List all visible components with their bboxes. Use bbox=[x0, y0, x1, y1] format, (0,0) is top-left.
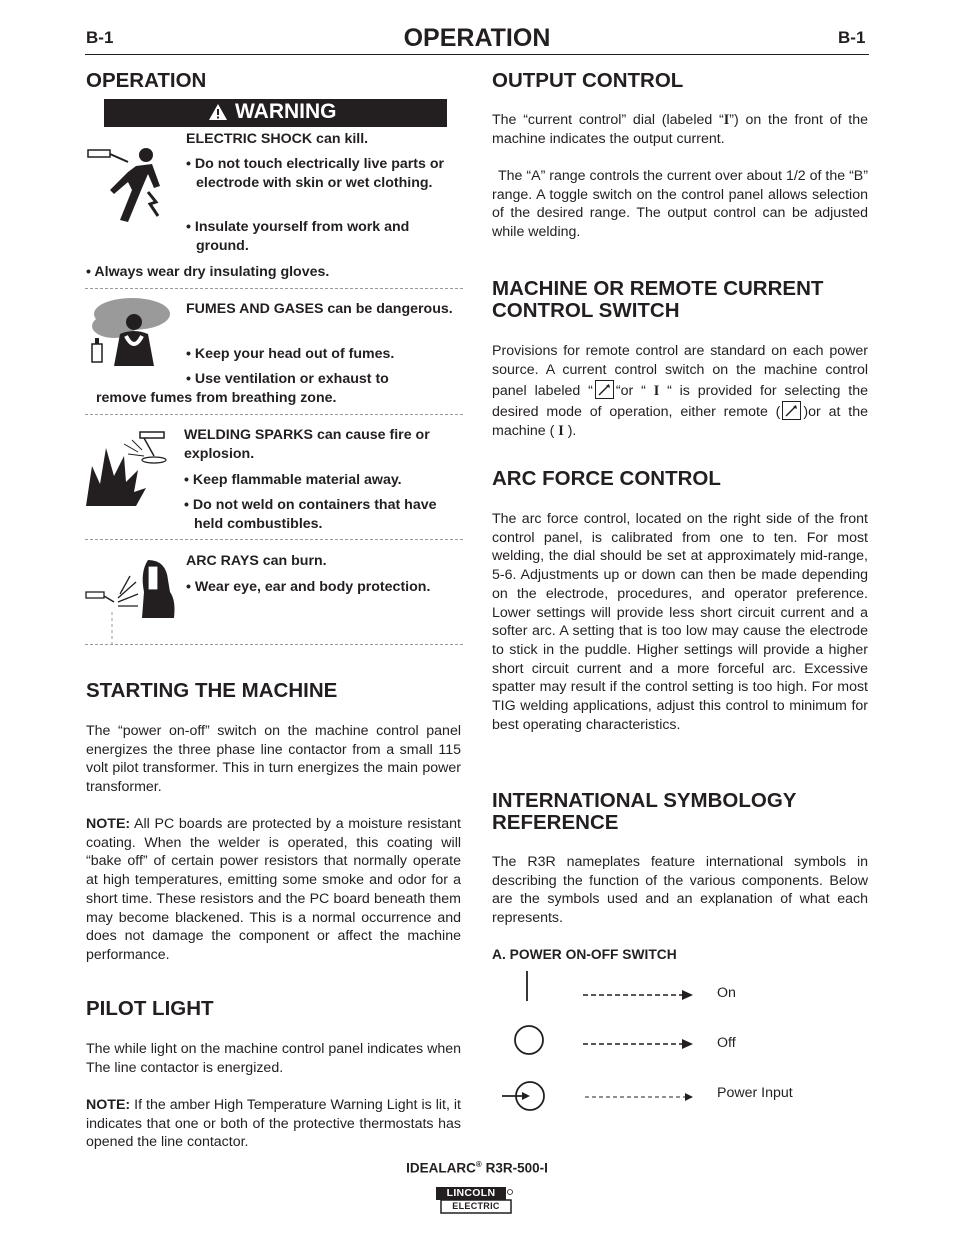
footer-model-name bbox=[0, 1160, 954, 1176]
warning-label: WARNING bbox=[235, 100, 337, 123]
power-switch-subheading: A. POWER ON-OFF SWITCH bbox=[492, 947, 677, 962]
arc-force-heading: ARC FORCE CONTROL bbox=[492, 467, 721, 490]
starting-note-text: All PC boards are protected by a moisture resistant coating. When the welder is operated, this coating will “bake off” of certain power resistors that normally operate at high temperatures, emitting some smoke and odor for a short time. These resistors and the PC board beneath them may become blackened. This is a normal occurrence and does not damage the component or affect the machine performance. bbox=[86, 816, 461, 963]
output-heading: OUTPUT CONTROL bbox=[492, 69, 684, 92]
header-rule bbox=[85, 54, 869, 55]
power-symbols-diagram bbox=[500, 965, 700, 1115]
logo-text-bottom: ELECTRIC bbox=[452, 1201, 500, 1211]
remote-text: Provisions for remote control are standard on each power source. A current control switch on the machine control panel labeled “ bbox=[492, 343, 868, 399]
remote-paragraph bbox=[492, 342, 868, 441]
off-label: Off bbox=[717, 1035, 736, 1051]
electric-shock-bullet-1: • Do not touch electrically live parts or electrode with skin or wet clothing. bbox=[186, 156, 445, 191]
remote-text: “or “ bbox=[615, 382, 654, 399]
remote-symbol-icon bbox=[782, 401, 801, 420]
dashed-arrow bbox=[583, 1039, 693, 1049]
local-symbol: I bbox=[558, 422, 564, 439]
sparks-bullet-1: • Keep flammable material away. bbox=[184, 472, 402, 488]
pilot-paragraph: The while light on the machine control panel indicates when The line contactor is energized. bbox=[86, 1041, 461, 1076]
welding-sparks-icon bbox=[84, 426, 174, 508]
electric-shock-bullet-2: • Insulate yourself from work and ground. bbox=[186, 219, 410, 254]
sparks-bullet-2: • Do not weld on containers that have held combustibles. bbox=[184, 497, 437, 532]
output-paragraph-2: The “A” range controls the current over about 1/2 of the “B” range. A toggle switch on the control panel allows selection of the desired range. The output control can be adjusted while welding. bbox=[492, 168, 868, 241]
starting-paragraph: The “power on-off” switch on the machine control panel energizes the three phase line contactor from a small 115 volt pilot transformer. This in turn energizes the main power transformer. bbox=[86, 723, 461, 796]
arc-rays-title: ARC RAYS can burn. bbox=[186, 553, 327, 569]
sparks-title: WELDING SPARKS can cause fire or explosion. bbox=[184, 427, 430, 462]
remote-heading: MACHINE OR REMOTE CURRENT CONTROL SWITCH bbox=[492, 277, 824, 322]
remote-text: “ is provided for selecting the desired mode of operation, either remote ( bbox=[492, 382, 869, 420]
dashed-arrow bbox=[583, 990, 693, 1000]
arc-rays-icon bbox=[84, 552, 179, 647]
lincoln-electric-logo bbox=[435, 1186, 515, 1215]
note-label: NOTE: bbox=[86, 1097, 131, 1113]
electric-shock-icon bbox=[84, 142, 174, 227]
output-text: ”) on the front of the machine indicates the output current. bbox=[492, 112, 868, 147]
warning-banner bbox=[104, 99, 447, 127]
electric-shock-title: ELECTRIC SHOCK can kill. bbox=[186, 131, 369, 147]
fumes-title: FUMES AND GASES can be dangerous. bbox=[186, 301, 453, 317]
warning-triangle-icon bbox=[208, 103, 228, 121]
model-prefix: IDEALARC bbox=[406, 1160, 476, 1176]
starting-note bbox=[86, 815, 461, 965]
registered-mark: ® bbox=[475, 1160, 482, 1169]
output-text: The “current control” dial (labeled “ bbox=[492, 112, 724, 128]
fumes-bullet-2: • Use ventilation or exhaust to bbox=[186, 371, 389, 387]
divider bbox=[85, 644, 463, 645]
page-number-right: B-1 bbox=[838, 28, 866, 47]
page-number-left: B-1 bbox=[86, 28, 114, 47]
model-suffix: R3R-500-I bbox=[481, 1160, 548, 1176]
on-label: On bbox=[717, 985, 736, 1001]
remote-text: )or at the machine ( bbox=[492, 403, 868, 439]
note-label: NOTE: bbox=[86, 816, 131, 832]
logo-text-top: LINCOLN bbox=[446, 1187, 496, 1199]
off-symbol-icon bbox=[515, 1026, 543, 1054]
symbology-heading: INTERNATIONAL SYMBOLOGY REFERENCE bbox=[492, 789, 797, 834]
fumes-gases-icon bbox=[84, 296, 174, 372]
dashed-arrow bbox=[585, 1093, 693, 1101]
remote-text: ). bbox=[563, 422, 577, 439]
divider bbox=[85, 539, 463, 540]
fumes-bullet-1: • Keep your head out of fumes. bbox=[186, 346, 395, 362]
local-symbol: I bbox=[653, 382, 660, 399]
fumes-bullet-2-cont: remove fumes from breathing zone. bbox=[96, 390, 337, 406]
divider bbox=[85, 414, 463, 415]
pilot-note-text: If the amber High Temperature Warning Light is lit, it indicates that one or both of the protective thermostats has opened the line contactor. bbox=[86, 1097, 461, 1151]
starting-heading: STARTING THE MACHINE bbox=[86, 679, 338, 702]
symbology-paragraph: The R3R nameplates feature international symbols in describing the function of the various components. Below are the symbols used and an explanation of what each represents. bbox=[492, 854, 868, 927]
remote-symbol-icon bbox=[595, 380, 614, 399]
arc-rays-bullet-1: • Wear eye, ear and body protection. bbox=[186, 579, 431, 595]
operation-heading: OPERATION bbox=[86, 69, 207, 92]
divider bbox=[85, 288, 463, 289]
output-paragraph-1 bbox=[492, 111, 868, 148]
arc-force-paragraph: The arc force control, located on the right side of the front control panel, is calibrated from one to ten. For most welding, the dial should be set at approximately mid-range, 5-6. Adjustments up or down can then be made depending on the electrode, procedures, and operator preference. Lower settings will provide less short circuit current and a softer arc. A setting that is too low may cause the electrode to stick in the puddle. Higher settings will provide a higher short circuit current and a more forceful arc. Excessive spatter may result if the control setting is too high. For most TIG welding applications, adjust this control to minimum for best operating characteristics. bbox=[492, 511, 868, 733]
current-control-symbol: I bbox=[723, 112, 730, 128]
page-title: OPERATION bbox=[403, 24, 551, 52]
power-input-symbol-icon bbox=[502, 1082, 544, 1110]
power-input-label: Power Input bbox=[717, 1085, 793, 1101]
pilot-note bbox=[86, 1096, 461, 1152]
electric-shock-bullet-3: • Always wear dry insulating gloves. bbox=[86, 264, 330, 280]
pilot-heading: PILOT LIGHT bbox=[86, 997, 214, 1020]
